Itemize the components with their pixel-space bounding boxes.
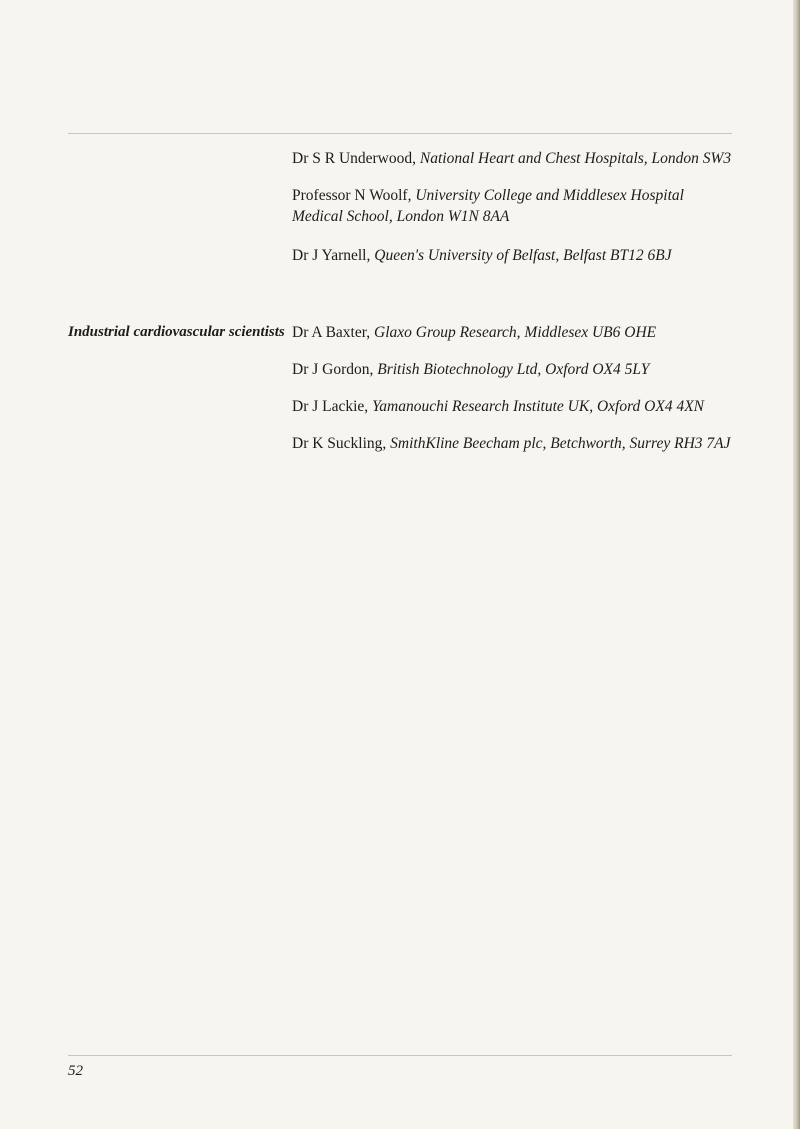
member-name: Dr A Baxter, [292, 324, 371, 341]
member-entry [292, 245, 732, 266]
member-affiliation: University College and Middlesex Hospital Medical School, London W1N 8AA [292, 187, 684, 225]
member-affiliation: Yamanouchi Research Institute UK, Oxford OX4 4XN [372, 398, 704, 415]
page-number: 52 [68, 1063, 83, 1079]
top-divider [68, 133, 732, 134]
section-heading: Industrial cardiovascular scientists [68, 324, 285, 340]
member-affiliation: SmithKline Beecham plc, Betchworth, Surrey RH3 7AJ [390, 435, 731, 452]
member-name: Professor N Woolf, [292, 187, 412, 204]
member-entry [292, 185, 732, 227]
member-name: Dr S R Underwood, [292, 150, 416, 167]
member-entry [292, 148, 732, 169]
page-edge [793, 0, 800, 1129]
member-name: Dr J Yarnell, [292, 247, 371, 264]
member-affiliation: Queen's University of Belfast, Belfast BT12 6BJ [374, 247, 672, 264]
bottom-divider [68, 1055, 732, 1056]
member-affiliation: Glaxo Group Research, Middlesex UB6 OHE [374, 324, 657, 341]
member-entry [292, 433, 732, 454]
member-name: Dr J Gordon, [292, 361, 374, 378]
member-affiliation: National Heart and Chest Hospitals, London SW3 [419, 150, 732, 167]
member-affiliation: British Biotechnology Ltd, Oxford OX4 5LY [377, 361, 650, 378]
member-name: Dr K Suckling, [292, 435, 387, 452]
member-entry [292, 322, 732, 343]
member-name: Dr J Lackie, [292, 398, 369, 415]
member-entry [292, 359, 732, 380]
member-entry [292, 396, 732, 417]
